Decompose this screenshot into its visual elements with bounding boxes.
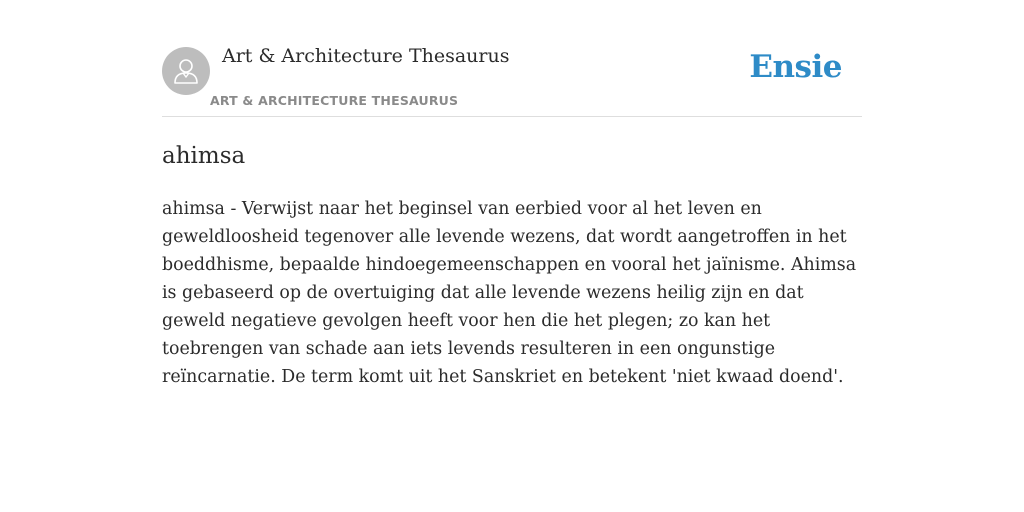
avatar[interactable] [162, 47, 210, 95]
definition-card [162, 0, 862, 391]
definition-text: ahimsa - Verwijst naar het beginsel van eerbied voor al het leven en geweldloosheid tegenover alle levende wezens, dat wordt aangetroffen in het boeddhisme, bepaalde hindoegemeenschappen en vooral het jaïnisme. Ahimsa is gebaseerd op de overtuiging dat alle levende wezens heilig zijn en dat geweld negatieve gevolgen heeft voor hen die het plegen; zo kan het toebrengen van schade aan iets levends resulteren in een ongunstige reïncarnatie. De term komt uit het Sanskriet en betekent 'niet kwaad doend'. [162, 199, 857, 387]
term-heading: ahimsa [162, 143, 246, 169]
brand-logo[interactable]: Ensie [749, 49, 842, 85]
source-subtitle[interactable]: ART & ARCHITECTURE THESAURUS [210, 93, 459, 108]
source-title[interactable]: Art & Architecture Thesaurus [222, 45, 510, 67]
card-header [162, 0, 862, 117]
user-icon [171, 56, 201, 86]
